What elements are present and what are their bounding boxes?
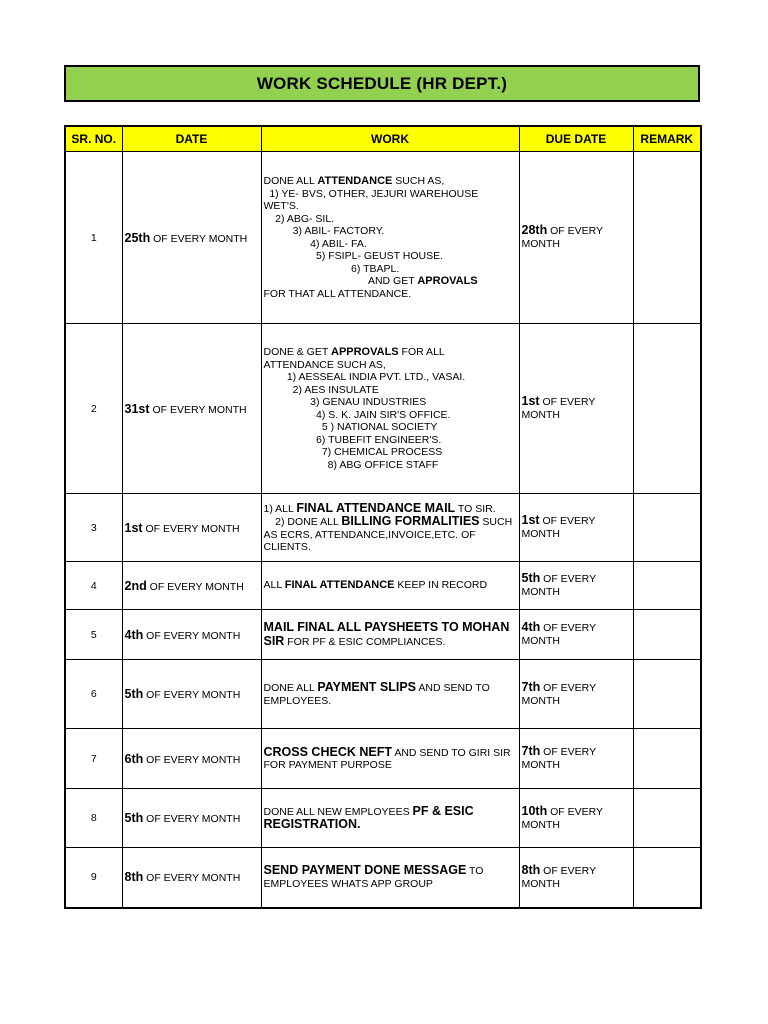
due-month: MONTH <box>521 877 560 890</box>
sr-no-cell: 3 <box>65 494 122 562</box>
due-day: 5th <box>521 571 541 585</box>
header-due-date: DUE DATE <box>519 126 633 152</box>
date-suffix: OF EVERY MONTH <box>149 580 244 593</box>
due-suffix: OF EVERY <box>550 225 604 237</box>
work-cell <box>261 562 519 610</box>
date-cell <box>122 494 261 562</box>
remark-cell <box>633 152 701 324</box>
work-cell <box>261 494 519 562</box>
work-line: 3) ABIL- FACTORY. <box>263 225 385 237</box>
due-date-cell <box>519 660 633 729</box>
due-month: MONTH <box>521 409 560 421</box>
date-day: 31st <box>124 401 150 416</box>
due-date-cell <box>519 324 633 494</box>
work-emphasis: PF & ESIC <box>412 803 474 818</box>
sr-no-cell: 9 <box>65 848 122 908</box>
work-cell <box>261 729 519 789</box>
date-cell <box>122 562 261 610</box>
work-cell <box>261 324 519 494</box>
date-suffix: OF EVERY MONTH <box>146 872 241 885</box>
due-date-cell <box>519 562 633 610</box>
work-line: 7) CHEMICAL PROCESS <box>263 446 443 458</box>
page-title: WORK SCHEDULE (HR DEPT.) <box>64 65 700 102</box>
date-day: 1st <box>124 520 143 535</box>
due-date-cell <box>519 729 633 789</box>
work-line: SIR FOR PF & ESIC COMPLIANCES. <box>263 633 446 648</box>
due-suffix: OF EVERY <box>550 805 604 818</box>
work-line <box>264 818 517 832</box>
work-line: 5) FSIPL- GEUST HOUSE. <box>263 250 444 262</box>
due-day: 1st <box>521 513 540 527</box>
work-line: 6) TUBEFIT ENGINEER'S. <box>263 433 442 446</box>
date-suffix: OF EVERY MONTH <box>145 522 240 535</box>
table-row <box>65 152 701 324</box>
due-suffix: OF EVERY <box>543 681 597 694</box>
due-date-cell <box>519 610 633 660</box>
work-line: CROSS CHECK NEFT AND SEND TO GIRI SIR <box>263 744 511 759</box>
due-date-cell <box>519 848 633 908</box>
work-line: FOR PAYMENT PURPOSE <box>263 759 392 771</box>
date-cell <box>122 848 261 908</box>
work-emphasis: FINAL ATTENDANCE MAIL <box>296 500 456 515</box>
work-cell <box>261 610 519 660</box>
work-line: 2) ABG- SIL. <box>263 212 335 225</box>
due-month: MONTH <box>521 759 560 771</box>
remark-cell <box>633 494 701 562</box>
date-cell <box>122 660 261 729</box>
work-line: ALL FINAL ATTENDANCE KEEP IN RECORD <box>263 579 488 592</box>
remark-cell <box>633 789 701 848</box>
work-line: 6) TBAPL. <box>263 262 400 275</box>
work-emphasis: BILLING FORMALITIES <box>341 514 480 528</box>
due-date-cell <box>519 789 633 848</box>
work-line: 8) ABG OFFICE STAFF <box>263 458 439 471</box>
work-line: 4) ABIL- FA. <box>263 237 367 250</box>
work-cell <box>261 789 519 848</box>
work-line: SEND PAYMENT DONE MESSAGE TO <box>263 863 484 878</box>
table-row <box>65 324 701 494</box>
due-date-cell <box>519 494 633 562</box>
date-cell <box>122 729 261 789</box>
due-day: 8th <box>521 862 541 877</box>
header-date: DATE <box>122 126 261 152</box>
due-suffix: OF EVERY <box>543 622 597 634</box>
work-emphasis: ATTENDANCE <box>317 175 393 187</box>
header-work: WORK <box>261 126 519 152</box>
date-day: 5th <box>124 811 144 825</box>
date-day: 6th <box>124 751 144 766</box>
work-emphasis: FINAL ATTENDANCE <box>284 579 395 592</box>
table-row <box>65 660 701 729</box>
due-day: 1st <box>521 394 540 408</box>
work-line: DONE ALL ATTENDANCE SUCH AS, <box>263 175 445 187</box>
work-line <box>264 621 517 635</box>
due-month: MONTH <box>521 635 560 647</box>
date-suffix: OF EVERY MONTH <box>146 629 241 642</box>
work-line: AND GET APROVALS <box>263 275 478 287</box>
date-suffix: OF EVERY MONTH <box>152 403 247 416</box>
sr-no-cell: 8 <box>65 789 122 848</box>
due-suffix: OF EVERY <box>542 515 596 527</box>
due-day: 4th <box>521 620 541 634</box>
table-row <box>65 494 701 562</box>
due-month: MONTH <box>521 586 560 598</box>
work-schedule-table <box>64 125 702 909</box>
work-line: 4) S. K. JAIN SIR'S OFFICE. <box>263 408 451 421</box>
remark-cell <box>633 562 701 610</box>
work-emphasis: APROVALS <box>417 275 478 287</box>
work-line: DONE ALL NEW EMPLOYEES PF & ESIC <box>263 803 474 818</box>
work-emphasis: CROSS CHECK NEFT <box>263 744 392 759</box>
date-cell <box>122 324 261 494</box>
work-line: 1) ALL FINAL ATTENDANCE MAIL TO SIR. <box>263 500 496 515</box>
date-day: 4th <box>124 627 144 642</box>
date-suffix: OF EVERY MONTH <box>153 232 248 245</box>
work-line: 2) DONE ALL BILLING FORMALITIES SUCH <box>263 514 513 528</box>
sr-no-cell: 7 <box>65 729 122 789</box>
date-suffix: OF EVERY MONTH <box>146 813 241 825</box>
work-line: EMPLOYEES WHATS APP GROUP <box>263 877 433 890</box>
remark-cell <box>633 848 701 908</box>
due-day: 7th <box>521 744 541 758</box>
remark-cell <box>633 660 701 729</box>
date-day: 5th <box>124 687 144 701</box>
due-date-cell <box>519 152 633 324</box>
work-emphasis: SEND PAYMENT DONE MESSAGE <box>263 863 467 878</box>
table-header-row <box>65 126 701 152</box>
due-month: MONTH <box>521 694 560 707</box>
work-line: 1) AESSEAL INDIA PVT. LTD., VASAI. <box>263 371 466 383</box>
table-row <box>65 848 701 908</box>
sr-no-cell: 5 <box>65 610 122 660</box>
work-line: 1) YE- BVS, OTHER, JEJURI WAREHOUSE <box>263 187 479 200</box>
header-remark: REMARK <box>633 126 701 152</box>
due-suffix: OF EVERY <box>543 746 597 758</box>
due-day: 10th <box>521 803 548 818</box>
work-line: AS ECRS, ATTENDANCE,INVOICE,ETC. OF <box>263 528 476 541</box>
remark-cell <box>633 324 701 494</box>
due-suffix: OF EVERY <box>543 573 597 585</box>
date-day: 2nd <box>124 578 147 593</box>
work-line: CLIENTS. <box>263 541 311 553</box>
work-line: DONE & GET APPROVALS FOR ALL <box>263 346 445 358</box>
date-suffix: OF EVERY MONTH <box>146 753 241 766</box>
due-day: 7th <box>521 679 541 694</box>
work-cell <box>261 660 519 729</box>
work-emphasis: SIR <box>263 633 285 648</box>
sr-no-cell: 6 <box>65 660 122 729</box>
date-cell <box>122 610 261 660</box>
date-day: 25th <box>124 230 151 245</box>
work-line: 2) AES INSULATE <box>263 383 379 396</box>
due-month: MONTH <box>521 818 560 831</box>
work-line: 3) GENAU INDUSTRIES <box>263 396 427 408</box>
due-month: MONTH <box>521 238 560 250</box>
remark-cell <box>633 610 701 660</box>
remark-cell <box>633 729 701 789</box>
date-cell <box>122 789 261 848</box>
due-suffix: OF EVERY <box>542 396 596 408</box>
header-sr-no: SR. NO. <box>65 126 122 152</box>
due-month: MONTH <box>521 528 560 540</box>
date-suffix: OF EVERY MONTH <box>146 689 241 701</box>
work-emphasis: APPROVALS <box>331 346 399 358</box>
work-emphasis: MAIL FINAL ALL PAYSHEETS TO MOHAN <box>263 620 510 634</box>
work-line: DONE ALL PAYMENT SLIPS AND SEND TO <box>263 680 490 694</box>
table-row <box>65 729 701 789</box>
work-cell <box>261 152 519 324</box>
date-cell <box>122 152 261 324</box>
work-cell <box>261 848 519 908</box>
work-line: ATTENDANCE SUCH AS, <box>263 358 386 371</box>
sr-no-cell: 2 <box>65 324 122 494</box>
sr-no-cell: 1 <box>65 152 122 324</box>
table-row <box>65 562 701 610</box>
work-line: EMPLOYEES. <box>263 694 332 707</box>
table-row <box>65 610 701 660</box>
table-row <box>65 789 701 848</box>
work-emphasis: REGISTRATION. <box>263 817 361 831</box>
due-suffix: OF EVERY <box>543 864 597 877</box>
work-line: 5 ) NATIONAL SOCIETY <box>263 421 438 433</box>
due-day: 28th <box>521 223 548 237</box>
sr-no-cell: 4 <box>65 562 122 610</box>
work-emphasis: PAYMENT SLIPS <box>317 680 417 694</box>
work-line: WET'S. <box>263 200 299 212</box>
work-line: FOR THAT ALL ATTENDANCE. <box>263 287 412 300</box>
date-day: 8th <box>124 870 144 885</box>
